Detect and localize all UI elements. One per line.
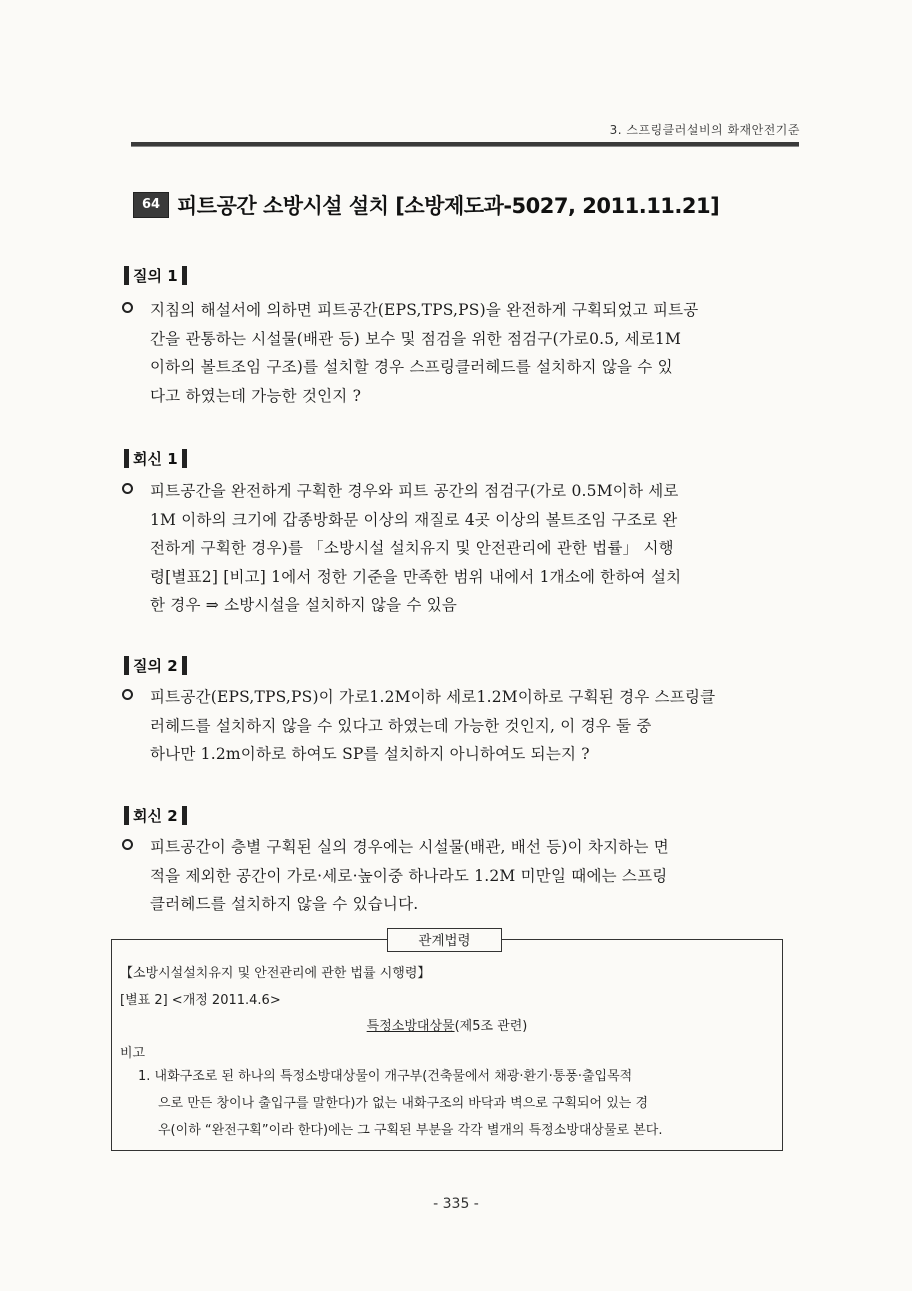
text-line: 전하게 구획한 경우)를 「소방시설 설치유지 및 안전관리에 관한 법률」 시행 <box>150 539 674 557</box>
text-line: 간을 관통하는 시설물(배관 등) 보수 및 점검을 위한 점검구(가로0.5, 세로1M <box>150 329 682 348</box>
text-line: 하나만 1.2m이하로 하여도 SP를 설치하지 아니하여도 되는지 ? <box>150 745 590 763</box>
text-line: 한 경우 ⇒ 소방시설을 설치하지 않을 수 있음 <box>150 596 458 614</box>
label-bar-left <box>124 449 129 468</box>
table-reference: [별표 2] <개정 2011.4.6> <box>120 993 281 1008</box>
text-line: 령[별표2] [비고] 1에서 정한 기준을 만족한 범위 내에서 1개소에 한하여 설치 <box>150 567 682 586</box>
answer-2 <box>122 833 802 919</box>
text-line: 다고 하였는데 가능한 것인지 ? <box>150 386 362 405</box>
section-label-text: 질의 2 <box>133 657 178 675</box>
page-title <box>133 190 719 220</box>
table-title <box>112 1015 782 1034</box>
section-label-text: 질의 1 <box>133 267 178 285</box>
remarks-label: 비고 <box>120 1046 146 1061</box>
bullet-circle-icon <box>122 839 133 850</box>
text-line: 클러헤드를 설치하지 않을 수 있습니다. <box>150 895 419 913</box>
question-2 <box>122 683 802 769</box>
section-label-answer-1 <box>120 448 191 469</box>
title-badge: 64 <box>133 192 169 218</box>
label-bar-left <box>124 656 129 675</box>
text-line: 이하의 볼트조임 구조)를 설치할 경우 스프링클러헤드를 설치하지 않을 수 있 <box>150 358 673 376</box>
text-line: 피트공간을 완전하게 구획한 경우와 피트 공간의 점검구(가로 0.5M이하 세로 <box>150 482 679 500</box>
table-title-underlined: 특정소방대상물 <box>366 1019 455 1034</box>
bullet-circle-icon <box>122 689 133 700</box>
page-number: - 335 - <box>433 1196 479 1212</box>
law-box-tab: 관계법령 <box>387 928 502 952</box>
label-bar-right <box>182 266 187 285</box>
header-rule <box>131 142 799 147</box>
label-bar-right <box>182 449 187 468</box>
label-bar-right <box>182 806 187 825</box>
text-line: 피트공간(EPS,TPS,PS)이 가로1.2M이하 세로1.2M이하로 구획된 경우 스프링클 <box>150 688 716 706</box>
text-line: 1. 내화구조로 된 하나의 특정소방대상물이 개구부(건축물에서 채광·환기·통풍·출입목적 <box>138 1069 633 1084</box>
label-bar-left <box>124 266 129 285</box>
text-line: 피트공간이 층별 구획된 실의 경우에는 시설물(배관, 배선 등)이 차지하는 면 <box>150 838 669 856</box>
table-title-rest: (제5조 관련) <box>454 1019 528 1034</box>
title-text: 피트공간 소방시설 설치 [소방제도과-5027, 2011.11.21] <box>177 194 720 218</box>
label-bar-right <box>182 656 187 675</box>
label-bar-left <box>124 806 129 825</box>
section-label-question-2 <box>120 655 191 676</box>
text-line: 1M 이하의 크기에 갑종방화문 이상의 재질로 4곳 이상의 볼트조임 구조로 완 <box>150 510 678 529</box>
remarks-item-1 <box>138 1063 778 1144</box>
question-1 <box>122 296 802 410</box>
section-label-answer-2 <box>120 805 191 826</box>
bullet-circle-icon <box>122 302 133 313</box>
section-label-question-1 <box>120 265 191 286</box>
section-label-text: 회신 2 <box>133 807 178 825</box>
text-line: 우(이하 “완전구획”이라 한다)에는 그 구획된 부분을 각각 별개의 특정소방대상물로 본다. <box>158 1123 663 1138</box>
text-line: 으로 만든 창이나 출입구를 말한다)가 없는 내화구조의 바닥과 벽으로 구획되어 있는 경 <box>158 1096 649 1111</box>
text-line: 러헤드를 설치하지 않을 수 있다고 하였는데 가능한 것인지, 이 경우 둘 중 <box>150 716 652 735</box>
bullet-circle-icon <box>122 483 133 494</box>
running-header: 3. 스프링클러설비의 화재안전기준 <box>609 123 800 137</box>
related-law-box <box>111 933 783 1151</box>
answer-1 <box>122 477 802 620</box>
text-line: 적을 제외한 공간이 가로·세로·높이중 하나라도 1.2M 미만일 때에는 스프링 <box>150 866 668 885</box>
section-label-text: 회신 1 <box>133 450 178 468</box>
law-name: 【소방시설설치유지 및 안전관리에 관한 법률 시행령】 <box>120 966 431 981</box>
text-line: 지침의 해설서에 의하면 피트공간(EPS,TPS,PS)을 완전하게 구획되었고 피트공 <box>150 301 699 319</box>
